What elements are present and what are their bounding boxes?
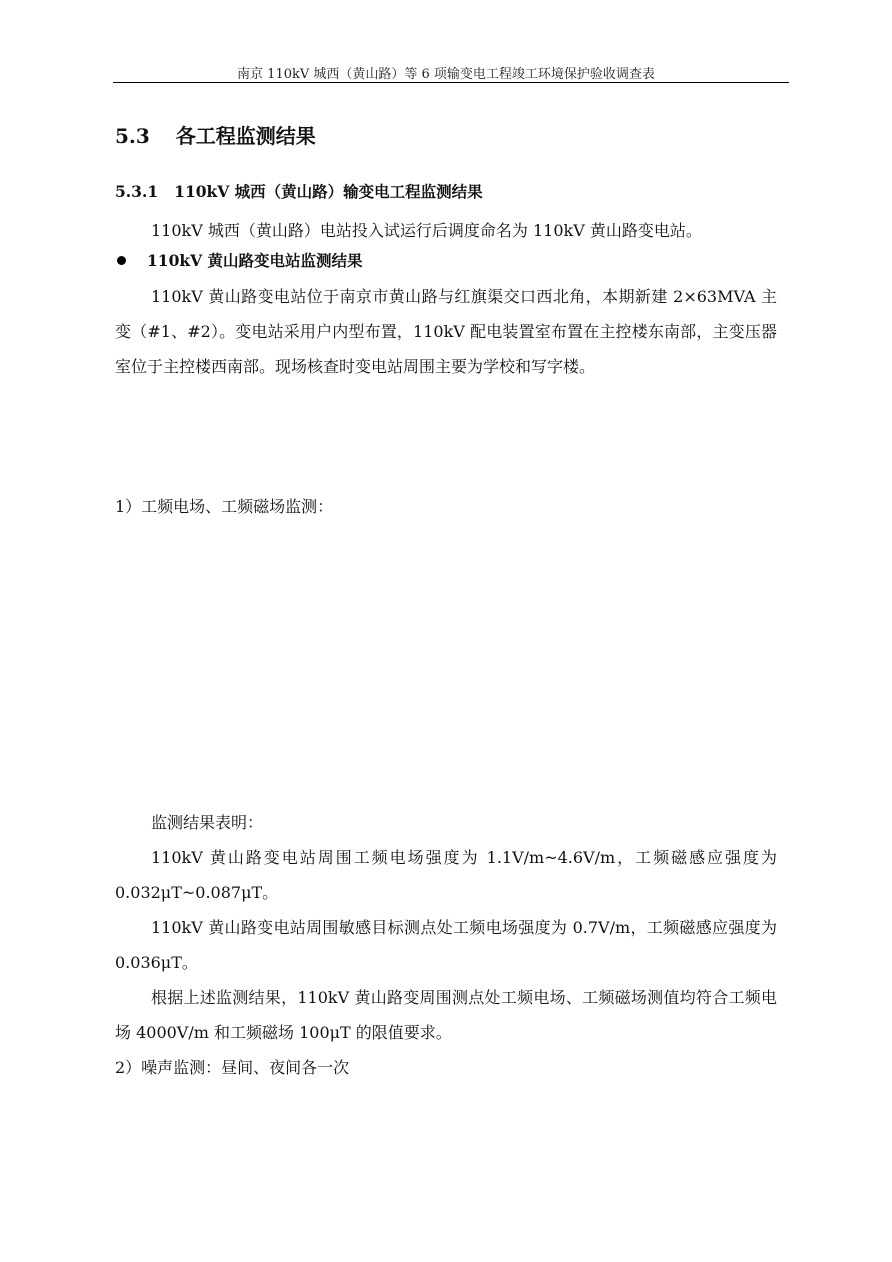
station-description-paragraph: 110kV 黄山路变电站位于南京市黄山路与红旗渠交口西北角，本期新建 2×63MVA 主变（#1、#2）。变电站采用户内型布置，110kV 配电装置室布置在主控楼东南部，主变压器室位于主控楼西南部。现场核查时变电站周围主要为学校和写字楼。 [115,287,777,376]
section-number: 5.3 [115,124,150,148]
section-heading [115,120,316,149]
bullet-heading-text: 110kV 黄山路变电站监测结果 [147,251,363,270]
section-title: 各工程监测结果 [175,124,316,148]
result-paragraph-2: 110kV 黄山路变电站周围敏感目标测点处工频电场强度为 0.7V/m，工频磁感应强度为 0.036μT。 [115,918,777,972]
item2-heading: 2）噪声监测：昼间、夜间各一次 [115,1058,350,1077]
bullet-heading [115,249,363,271]
subsection-title: 110kV 城西（黄山路）输变电工程监测结果 [174,182,483,201]
results-intro: 监测结果表明： [151,813,264,832]
bullet-dot-icon [117,256,126,265]
running-header: 南京 110kV 城西（黄山路）等 6 项输变电工程竣工环境保护验收调查表 [237,67,655,82]
subsection-number: 5.3.1 [115,182,159,201]
result-paragraph-1: 110kV 黄山路变电站周围工频电场强度为 1.1V/m~4.6V/m，工频磁感应强度为 0.032μT~0.087μT。 [115,848,777,902]
header-rule [113,82,789,83]
intro-paragraph: 110kV 城西（黄山路）电站投入试运行后调度命名为 110kV 黄山路变电站。 [151,221,702,240]
result-paragraph-3: 根据上述监测结果，110kV 黄山路变周围测点处工频电场、工频磁场测值均符合工频电场 4000V/m 和工频磁场 100μT 的限值要求。 [115,988,777,1042]
item1-heading: 1）工频电场、工频磁场监测： [115,497,334,516]
subsection-heading [115,180,483,202]
